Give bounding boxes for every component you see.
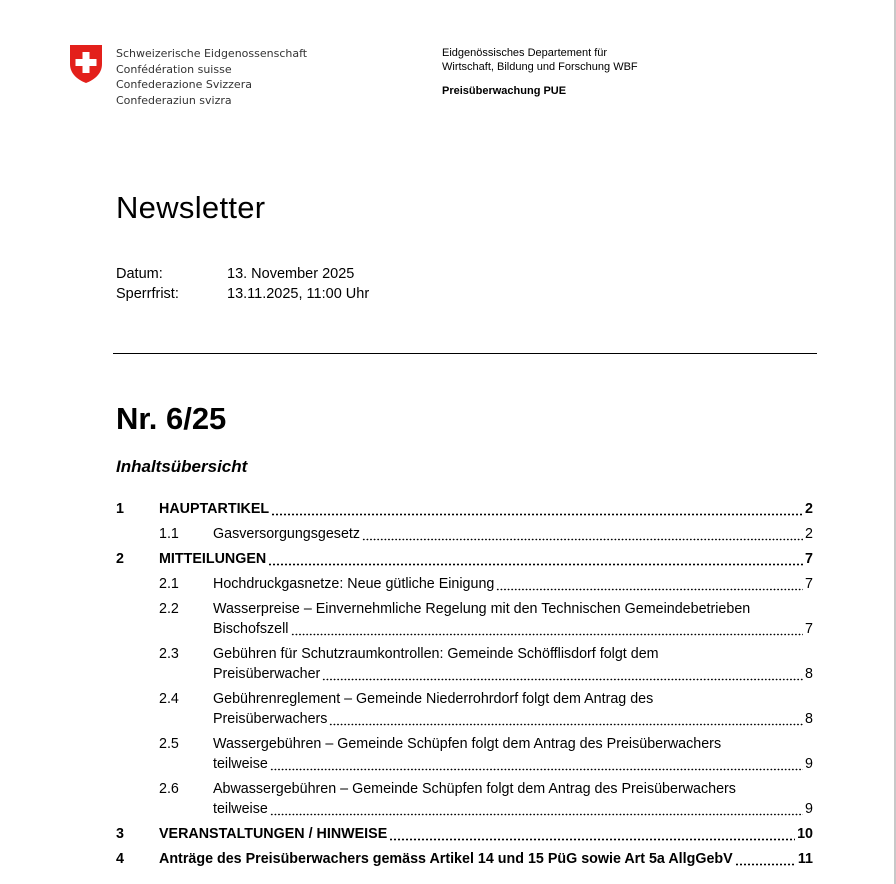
- toc-entry-title: Gasversorgungsgesetz: [213, 526, 361, 542]
- toc-dot-leader: [291, 619, 804, 639]
- toc-entry-title: MITTEILUNGEN: [159, 551, 267, 567]
- toc-entry-leader-line: [159, 849, 813, 869]
- toc-entry-leader-line: [213, 524, 813, 544]
- toc-entry-leader-line: [213, 664, 813, 684]
- toc-entry-number: 3: [116, 826, 124, 842]
- department-block: [442, 46, 702, 98]
- toc-entry[interactable]: [116, 524, 813, 544]
- department-line: Eidgenössisches Departement für: [442, 47, 608, 59]
- toc-dot-leader: [270, 754, 803, 774]
- toc-entry-body: [159, 499, 813, 519]
- toc-entry-title-line: Wasserpreise – Einvernehmliche Regelung mit den Technischen Gemeindebetrieben: [213, 601, 751, 617]
- federal-names: [116, 46, 346, 108]
- toc-entry-title: teilweise: [213, 801, 268, 817]
- meta-label: Sperrfrist:: [116, 286, 179, 302]
- toc-entry-body: [159, 824, 813, 844]
- toc-entry-title-line: Gebühren für Schutzraumkontrollen: Gemeinde Schöfflisdorf folgt dem: [213, 646, 659, 662]
- federal-name-fr: Confédération suisse: [116, 62, 232, 76]
- toc-entry-number: 4: [116, 851, 124, 867]
- toc-entry-title: HAUPTARTIKEL: [159, 501, 270, 517]
- toc-dot-leader: [268, 549, 803, 569]
- toc-entry-title: VERANSTALTUNGEN / HINWEISE: [159, 826, 388, 842]
- toc-entry-number: 2.2: [159, 601, 179, 617]
- toc-entry-number: 2.4: [159, 691, 179, 707]
- toc-entry-number: 2: [116, 551, 124, 567]
- unit-name: Preisüberwachung PUE: [442, 85, 567, 97]
- document-meta: [116, 264, 516, 304]
- toc-entry-leader-line: [213, 709, 813, 729]
- toc-entry-title: Preisüberwachers: [213, 711, 328, 727]
- toc-entry[interactable]: [116, 824, 813, 844]
- toc-page-number: 8: [805, 666, 813, 682]
- document-title: Newsletter: [116, 190, 266, 225]
- toc-entry[interactable]: [116, 574, 813, 594]
- toc-entry-body: [213, 574, 813, 594]
- toc-entry-title-line: Wassergebühren – Gemeinde Schüpfen folgt dem Antrag des Preisüberwachers: [213, 736, 722, 752]
- toc-dot-leader: [329, 709, 803, 729]
- meta-row-date: [116, 264, 516, 284]
- toc-dot-leader: [362, 524, 803, 544]
- toc-entry[interactable]: [116, 849, 813, 869]
- toc-page-number: 7: [805, 621, 813, 637]
- toc-dot-leader: [322, 664, 803, 684]
- toc-page-number: 8: [805, 711, 813, 727]
- issue-number: Nr. 6/25: [116, 401, 227, 436]
- toc-entry-leader-line: [213, 619, 813, 639]
- toc-entry-title: Preisüberwacher: [213, 666, 321, 682]
- toc-entry-body: [159, 849, 813, 869]
- meta-label: Datum:: [116, 266, 163, 282]
- toc-entry-leader-line: [159, 499, 813, 519]
- toc-entry-body: [213, 524, 813, 544]
- toc-entry-title-line: Abwassergebühren – Gemeinde Schüpfen folgt dem Antrag des Preisüberwachers: [213, 781, 736, 797]
- toc-dot-leader: [389, 824, 795, 844]
- toc-entry-leader-line: [213, 799, 813, 819]
- toc-entry-body: [213, 734, 813, 774]
- toc-entry-body: [213, 779, 813, 819]
- toc-page-number: 2: [805, 526, 813, 542]
- horizontal-rule: [113, 353, 817, 354]
- toc-entry-title-line: Gebührenreglement – Gemeinde Niederrohrdorf folgt dem Antrag des: [213, 691, 654, 707]
- table-of-contents: [116, 499, 813, 869]
- toc-page-number: 9: [805, 801, 813, 817]
- federal-name-rm: Confederaziun svizra: [116, 93, 232, 107]
- federal-name-it: Confederazione Svizzera: [116, 78, 252, 92]
- toc-entry[interactable]: [116, 599, 813, 639]
- toc-entry-body: [213, 644, 813, 684]
- toc-entry[interactable]: [116, 734, 813, 774]
- toc-dot-leader: [735, 849, 796, 869]
- department-line: Wirtschaft, Bildung und Forschung WBF: [442, 61, 638, 73]
- toc-entry-number: 2.3: [159, 646, 179, 662]
- toc-dot-leader: [270, 799, 803, 819]
- toc-entry-number: 2.5: [159, 736, 179, 752]
- toc-entry[interactable]: [116, 644, 813, 684]
- swiss-coat-of-arms-icon: [69, 44, 103, 84]
- toc-page-number: 11: [797, 851, 813, 867]
- toc-page-number: 7: [805, 551, 813, 567]
- meta-value: 13.11.2025, 11:00 Uhr: [227, 286, 370, 302]
- toc-entry-leader-line: [159, 549, 813, 569]
- toc-entry-title: Anträge des Preisüberwachers gemäss Artikel 14 und 15 PüG sowie Art 5a AllgGebV: [159, 851, 733, 867]
- toc-entry-body: [213, 689, 813, 729]
- toc-entry-body: [159, 549, 813, 569]
- toc-entry-body: [213, 599, 813, 639]
- toc-dot-leader: [496, 574, 803, 594]
- toc-entry-number: 2.1: [159, 576, 179, 592]
- toc-entry-title: Bischofszell: [213, 621, 289, 637]
- toc-entry-title: teilweise: [213, 756, 268, 772]
- toc-entry-leader-line: [213, 574, 813, 594]
- toc-entry-number: 1: [116, 501, 124, 517]
- toc-heading: Inhaltsübersicht: [116, 457, 248, 476]
- toc-entry[interactable]: [116, 499, 813, 519]
- toc-page-number: 7: [805, 576, 813, 592]
- meta-row-embargo: [116, 284, 516, 304]
- toc-page-number: 2: [805, 501, 813, 517]
- toc-entry-number: 1.1: [159, 526, 179, 542]
- federal-name-de: Schweizerische Eidgenossenschaft: [116, 47, 308, 60]
- toc-entry-leader-line: [213, 754, 813, 774]
- toc-entry-leader-line: [159, 824, 813, 844]
- toc-entry[interactable]: [116, 689, 813, 729]
- toc-entry-title: Hochdruckgasnetze: Neue gütliche Einigung: [213, 576, 495, 592]
- toc-page-number: 9: [805, 756, 813, 772]
- toc-entry[interactable]: [116, 779, 813, 819]
- toc-entry-number: 2.6: [159, 781, 179, 797]
- meta-value: 13. November 2025: [227, 266, 355, 282]
- toc-page-number: 10: [797, 826, 813, 842]
- toc-entry[interactable]: [116, 549, 813, 569]
- toc-dot-leader: [271, 499, 803, 519]
